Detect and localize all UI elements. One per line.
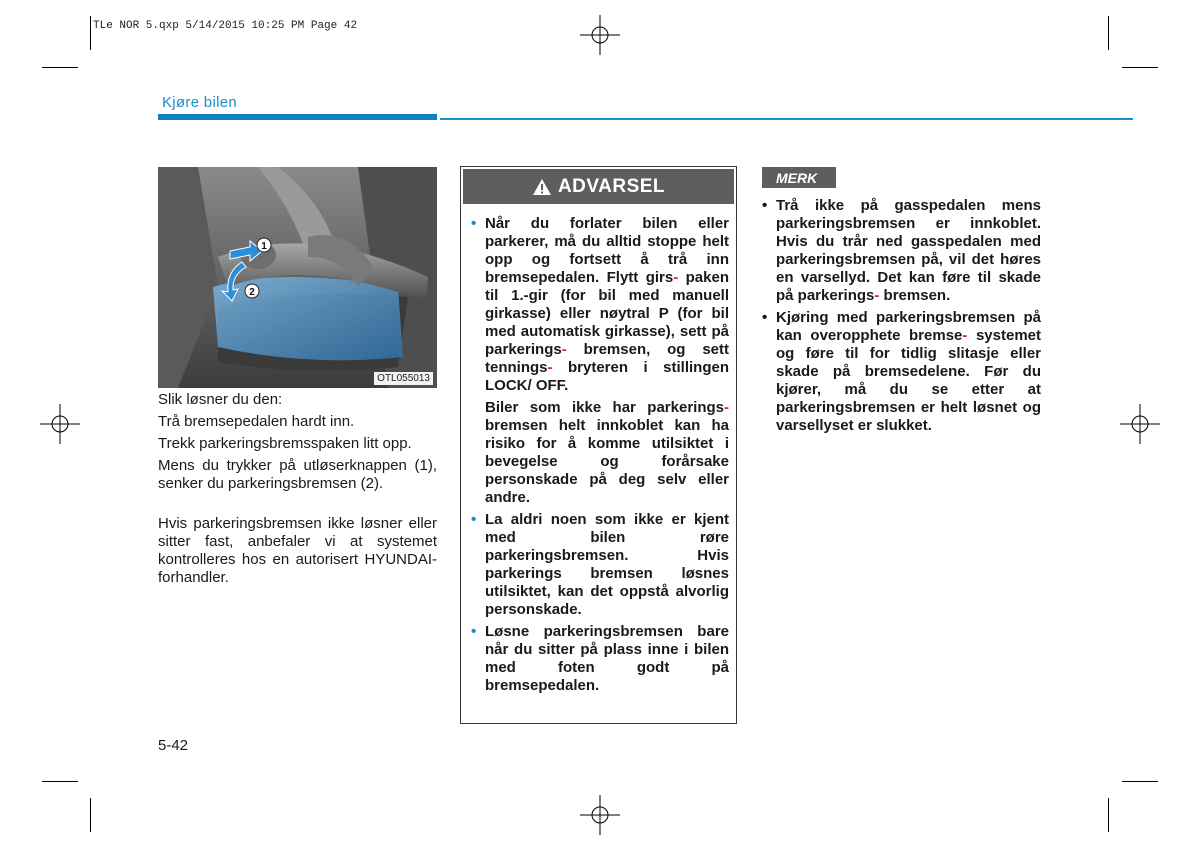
registration-mark-bottom <box>580 795 620 835</box>
registration-mark-top <box>580 15 620 55</box>
bullet-icon: • <box>471 511 477 528</box>
note-list <box>762 197 1041 439</box>
parking-brake-photo <box>158 167 437 388</box>
warning-item-3: • Løsne parkeringsbremsen bare når du sitter på plass inne i bilen med foten godt på bremsepedalen. <box>471 623 729 694</box>
warning-item-1: • Når du forlater bilen eller parkerer, må du alltid stoppe helt opp og fortsett å trå inn bremsepedalen. Flytt girs- paken til 1.-gir (for bil med manuell girkasse) eller nøytral P (for bil med automatisk girkasse), sett på parkerings- bremsen, og sett tennings- bryteren i stillingen LOCK/ OFF. <box>471 215 730 394</box>
warning-item-2: • La aldri noen som ikke er kjent med bilen røre parkeringsbremsen. Hvis parkerings bremsen løsnes utilsiktet, kan det oppstå alvorlig personskade. <box>471 511 729 618</box>
warning-triangle-icon <box>532 178 552 196</box>
parking-brake-illustration <box>158 167 437 388</box>
crop-mark-bottom-left-h <box>42 781 78 782</box>
section-bar <box>158 114 437 120</box>
crop-mark-top-right-v <box>1108 16 1109 50</box>
note-item-1: • Trå ikke på gasspedalen mens parkeringsbremsen er innkoblet. Hvis du trår ned gasspedalen med parkeringsbremsen på, vil det høres en varsellyd. Det kan føre til skade på parkerings- bremsen. <box>762 197 1041 304</box>
bullet-icon: • <box>762 197 768 214</box>
warning-item-1-note: Biler som ikke har parkerings- bremsen helt innkoblet kan ha risiko for å komme utilsiktet i bevegelse og forårsake personskade på deg selv eller andre. <box>485 399 729 506</box>
bullet-icon: • <box>471 623 477 640</box>
warning-title: ADVARSEL <box>557 175 666 197</box>
instruction-step-3: Mens du trykker på utløserknappen (1), senker du parkeringsbremsen (2). <box>158 457 437 492</box>
bullet-icon: • <box>471 215 477 232</box>
page-number: 5-42 <box>158 737 189 754</box>
section-rule <box>440 118 1133 120</box>
instruction-intro: Slik løsner du den: <box>158 391 283 408</box>
instruction-step-1: Trå bremsepedalen hardt inn. <box>158 413 355 430</box>
dealer-advice: Hvis parkeringsbremsen ikke løsner eller sitter fast, anbefaler vi at systemet kontrolleres hos en autorisert HYUNDAI-forhandler. <box>158 515 437 586</box>
callout-1-label: 1 <box>261 241 267 252</box>
instruction-step-2: Trekk parkeringsbremsspaken litt opp. <box>158 435 412 452</box>
note-tag: MERK <box>762 167 836 188</box>
crop-mark-bottom-right-v <box>1108 798 1109 832</box>
crop-mark-bottom-left-v <box>90 798 91 832</box>
note-item-2: • Kjøring med parkeringsbremsen på kan overopphete bremse- systemet og føre til for tidlig slitasje eller skade på bremsedelene. Før du kjører, må du se etter at parkeringsbremsen er helt løsnet og varsellyset er slukket. <box>762 309 1041 434</box>
crop-mark-top-left-h <box>42 67 78 68</box>
registration-mark-left <box>40 404 80 444</box>
warning-list <box>471 215 729 699</box>
registration-mark-right <box>1120 404 1160 444</box>
section-title: Kjøre bilen <box>162 94 237 111</box>
crop-mark-top-right-h <box>1122 67 1158 68</box>
callout-2-label: 2 <box>249 287 255 298</box>
print-slug-line: TLe NOR 5.qxp 5/14/2015 10:25 PM Page 42 <box>93 20 358 32</box>
bullet-icon: • <box>762 309 768 326</box>
figure-code: OTL055013 <box>374 372 433 385</box>
warning-box <box>460 166 737 724</box>
warning-header <box>463 169 734 204</box>
left-column-text <box>158 391 437 591</box>
crop-mark-top-left-v <box>90 16 91 50</box>
crop-mark-bottom-right-h <box>1122 781 1158 782</box>
